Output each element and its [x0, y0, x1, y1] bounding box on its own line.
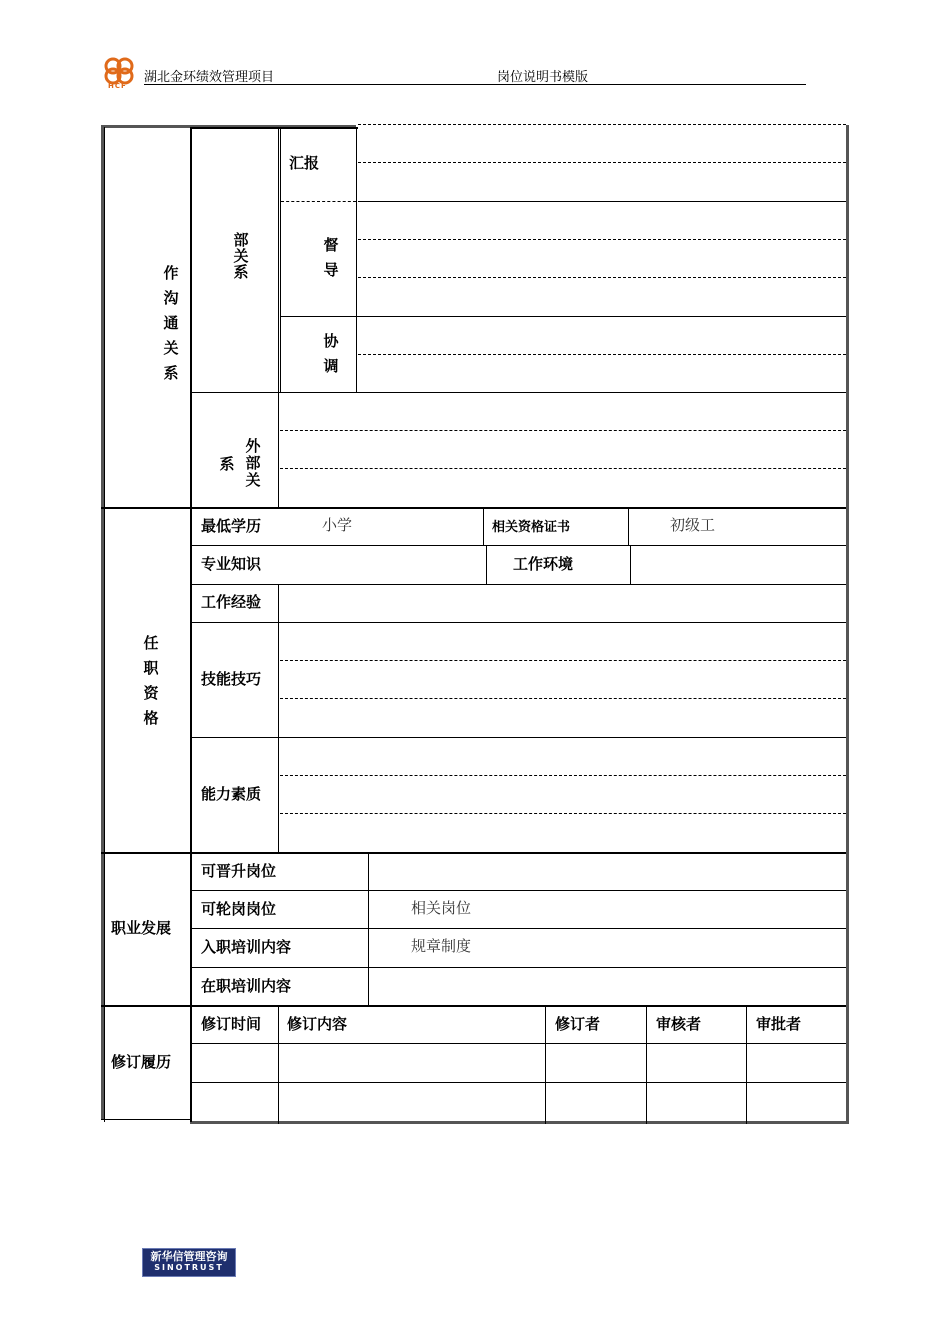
qual-row1-col2	[628, 508, 629, 546]
external-dash-2	[280, 468, 846, 469]
section-col-line-inner	[104, 127, 105, 1122]
onboard-training-value: 规章制度	[411, 937, 472, 955]
ability-label: 能力素质	[201, 785, 262, 803]
comm-section-label: 作沟通关系	[163, 264, 179, 382]
doc-type: 岗位说明书模版	[497, 70, 589, 85]
qual-row3-bottom	[190, 622, 846, 623]
cert-label: 相关资格证书	[492, 520, 571, 535]
form-border-right	[846, 125, 849, 1124]
rev-col-2	[545, 1006, 546, 1124]
divider-rev-bottom	[101, 1119, 191, 1120]
career-label-col	[368, 853, 369, 1005]
skills-dash-1	[280, 660, 846, 661]
qual-row2-col1	[486, 546, 487, 584]
report-dash-mid	[358, 162, 846, 163]
cert-value: 初级工	[670, 516, 716, 534]
rev-col-header-time: 修订时间	[201, 1015, 262, 1033]
qual-row4-bottom	[190, 737, 846, 738]
qual-row2-bottom	[190, 584, 846, 585]
footer-brand-cn: 新华信管理咨询	[150, 1250, 228, 1263]
rev-col-header-reviewer: 审核者	[656, 1015, 702, 1033]
project-title: 湖北金环绩效管理项目	[144, 70, 275, 85]
skills-dash-2	[280, 698, 846, 699]
onboard-training-label: 入职培训内容	[201, 938, 292, 956]
logo-text: HCF	[108, 82, 127, 90]
career-row3-bottom	[190, 967, 846, 968]
career-row1-bottom	[190, 890, 846, 891]
qual-label-col	[278, 584, 279, 852]
rotate-label: 可轮岗岗位	[201, 900, 277, 918]
experience-label: 工作经验	[201, 593, 262, 611]
onjob-training-label: 在职培训内容	[201, 977, 292, 995]
rev-col-4	[746, 1006, 747, 1124]
ability-dash-2	[280, 813, 846, 814]
coordinate-label: 协调	[323, 332, 339, 375]
comm-subcol-top	[190, 127, 358, 129]
external-relation-label-b: 系	[219, 455, 235, 473]
qual-row1-col1	[483, 508, 484, 546]
report-bottom	[358, 201, 846, 202]
career-row2-bottom	[190, 928, 846, 929]
promote-label: 可晋升岗位	[201, 862, 277, 880]
rev-row1-bottom	[190, 1082, 846, 1083]
rev-col-1	[278, 1006, 279, 1124]
comm-role-col	[356, 127, 357, 392]
supervise-label: 督导	[323, 236, 339, 279]
coordinate-dash	[358, 354, 846, 355]
form-border-bottom	[190, 1121, 849, 1124]
env-label: 工作环境	[513, 555, 574, 573]
internal-relation-label: 部关系	[233, 231, 249, 281]
min-edu-value: 小学	[322, 516, 353, 534]
header-rule	[144, 84, 806, 85]
section-col-line	[190, 127, 192, 1122]
footer-brand-en: SINOTRUST	[154, 1263, 224, 1272]
supervise-dash-2	[358, 277, 846, 278]
external-relation-label-a: 外部关	[245, 437, 261, 489]
comm-internal-col	[280, 127, 281, 392]
rev-header-bottom	[190, 1043, 846, 1044]
rotate-value: 相关岗位	[411, 899, 472, 917]
divider-comm-qual	[101, 507, 846, 509]
knowledge-label: 专业知识	[201, 555, 262, 573]
supervise-dash-1	[358, 239, 846, 240]
qual-section-label: 任职资格	[143, 634, 159, 727]
skills-label: 技能技巧	[201, 670, 262, 688]
revision-section-label: 修订履历	[111, 1053, 172, 1071]
divider-career-rev	[101, 1005, 846, 1007]
divider-qual-career	[101, 852, 846, 854]
career-section-label: 职业发展	[111, 919, 172, 937]
comm-internal-bottom	[190, 392, 846, 393]
rev-col-header-reviser: 修订者	[555, 1015, 601, 1033]
report-label: 汇报	[289, 154, 320, 172]
supervise-bottom	[280, 316, 846, 317]
qual-row2-col2	[630, 546, 631, 584]
rev-col-header-approver: 审批者	[756, 1015, 802, 1033]
footer-logo	[142, 1248, 236, 1277]
qual-row1-bottom	[190, 545, 846, 546]
ability-dash-1	[280, 775, 846, 776]
rev-col-3	[646, 1006, 647, 1124]
min-edu-label: 最低学历	[201, 517, 262, 535]
report-dash-top	[358, 124, 846, 125]
external-dash-1	[280, 430, 846, 431]
report-label-divider	[281, 201, 356, 202]
rev-col-header-content: 修订内容	[287, 1015, 348, 1033]
comm-subcol-line	[278, 127, 279, 507]
